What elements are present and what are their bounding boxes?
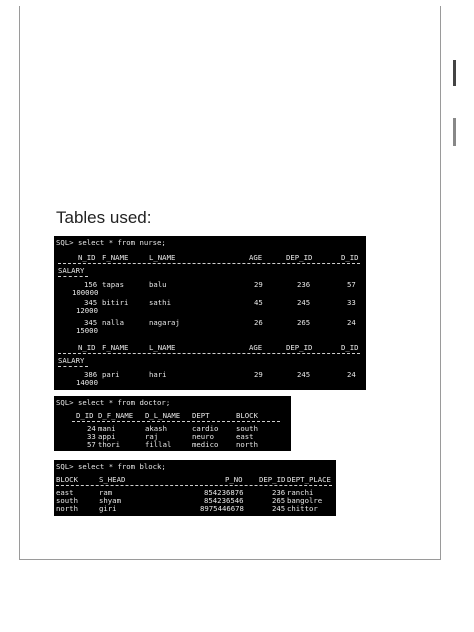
cell-dept: cardio <box>192 424 219 433</box>
column-header-dept-place: DEPT_PLACE <box>287 475 331 484</box>
block-query-output <box>54 460 336 516</box>
cell-l-name: sathi <box>149 298 171 307</box>
cell-d-id: 57 <box>87 440 96 449</box>
cell-age: 26 <box>254 318 263 327</box>
column-header-d-f-name: D_F_NAME <box>98 411 134 420</box>
cell-d-l-name: fillal <box>145 440 172 449</box>
sql-command: SQL> select * from block; <box>56 462 166 471</box>
page-edge-mark <box>453 118 456 146</box>
cell-dept-place: chittor <box>287 504 318 513</box>
cell-l-name: hari <box>149 370 167 379</box>
sql-command: SQL> select * from doctor; <box>56 398 171 407</box>
cell-salary: 14000 <box>76 378 98 387</box>
cell-p-no: 854236876 <box>204 488 244 497</box>
cell-block: north <box>236 440 258 449</box>
cell-dept: neuro <box>192 432 214 441</box>
cell-age: 45 <box>254 298 263 307</box>
column-header-salary: SALARY <box>58 266 85 275</box>
column-header-n-id: N_ID <box>78 343 96 352</box>
column-header-f-name: F_NAME <box>102 343 129 352</box>
cell-s-head: shyam <box>99 496 121 505</box>
cell-d-f-name: appi <box>98 432 116 441</box>
header-underline <box>58 366 88 367</box>
cell-p-no: 8975446678 <box>200 504 244 513</box>
cell-block: south <box>236 424 258 433</box>
column-header-age: AGE <box>249 253 263 262</box>
cell-n-id: 386 <box>84 370 98 379</box>
header-underline <box>56 485 332 486</box>
cell-dep-id: 245 <box>297 370 311 379</box>
cell-age: 29 <box>254 280 263 289</box>
nurse-query-output <box>54 236 366 390</box>
column-header-dept: DEPT <box>192 411 210 420</box>
cell-s-head: ram <box>99 488 113 497</box>
doctor-query-output <box>54 396 291 451</box>
column-header-s-head: S_HEAD <box>99 475 126 484</box>
cell-n-id: 345 <box>84 298 98 307</box>
cell-n-id: 345 <box>84 318 98 327</box>
cell-salary: 15000 <box>76 326 98 335</box>
cell-d-id: 57 <box>347 280 356 289</box>
cell-block: east <box>56 488 74 497</box>
column-header-l-name: L_NAME <box>149 343 176 352</box>
cell-dep-id: 265 <box>272 496 286 505</box>
column-header-dep-id: DEP_ID <box>259 475 286 484</box>
sql-command: SQL> select * from nurse; <box>56 238 166 247</box>
cell-n-id: 156 <box>84 280 98 289</box>
cell-l-name: balu <box>149 280 167 289</box>
cell-s-head: giri <box>99 504 117 513</box>
section-heading: Tables used: <box>56 208 152 227</box>
column-header-n-id: N_ID <box>78 253 96 262</box>
cell-dept-place: bangolre <box>287 496 323 505</box>
column-header-f-name: F_NAME <box>102 253 129 262</box>
cell-d-l-name: akash <box>145 424 167 433</box>
cell-block: south <box>56 496 78 505</box>
cell-salary: 100000 <box>72 288 99 297</box>
cell-p-no: 854236546 <box>204 496 244 505</box>
column-header-dep-id: DEP_ID <box>286 253 313 262</box>
cell-f-name: bitiri <box>102 298 129 307</box>
cell-block: north <box>56 504 78 513</box>
header-underline <box>58 263 360 264</box>
cell-age: 29 <box>254 370 263 379</box>
cell-f-name: tapas <box>102 280 124 289</box>
cell-f-name: nalla <box>102 318 124 327</box>
cell-d-id: 33 <box>87 432 96 441</box>
cell-dep-id: 245 <box>297 298 311 307</box>
column-header-dep-id: DEP_ID <box>286 343 313 352</box>
cell-l-name: nagaraj <box>149 318 180 327</box>
column-header-block: BLOCK <box>56 475 78 484</box>
cell-d-f-name: thori <box>98 440 120 449</box>
column-header-salary: SALARY <box>58 356 85 365</box>
cell-d-id: 33 <box>347 298 356 307</box>
column-header-l-name: L_NAME <box>149 253 176 262</box>
cell-dep-id: 236 <box>272 488 286 497</box>
cell-f-name: pari <box>102 370 120 379</box>
cell-dep-id: 236 <box>297 280 311 289</box>
column-header-p-no: P_NO <box>225 475 243 484</box>
cell-d-id: 24 <box>347 370 356 379</box>
cell-d-l-name: raj <box>145 432 159 441</box>
cell-dept-place: ranchi <box>287 488 314 497</box>
header-underline <box>58 276 88 277</box>
column-header-d-id: D_ID <box>341 253 359 262</box>
cell-block: east <box>236 432 254 441</box>
cell-dept: medico <box>192 440 219 449</box>
header-underline <box>58 353 360 354</box>
header-underline <box>72 421 280 422</box>
column-header-age: AGE <box>249 343 263 352</box>
cell-dep-id: 245 <box>272 504 286 513</box>
cell-d-id: 24 <box>347 318 356 327</box>
cell-d-id: 24 <box>87 424 96 433</box>
cell-salary: 12000 <box>76 306 98 315</box>
column-header-d-id: D_ID <box>76 411 94 420</box>
page-edge-mark <box>453 60 456 86</box>
cell-dep-id: 265 <box>297 318 311 327</box>
column-header-block: BLOCK <box>236 411 258 420</box>
cell-d-f-name: mani <box>98 424 116 433</box>
column-header-d-l-name: D_L_NAME <box>145 411 181 420</box>
column-header-d-id: D_ID <box>341 343 359 352</box>
